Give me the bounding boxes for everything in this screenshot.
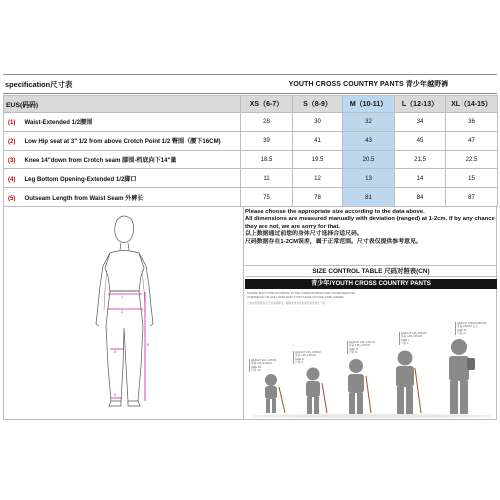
marker-1: 1 (121, 294, 124, 299)
spec-row (4, 169, 498, 188)
measurement-value: 41 (293, 131, 343, 150)
kid-label-l: HEIGHT 146~155CM 身高 146~155CM SIZE L 尺码 L (401, 332, 427, 345)
note-line: 以上数据通过前您的身体尺寸选择合适尺码。 (245, 231, 363, 238)
child-measurement-illustration (4, 206, 243, 420)
size-control-chart (245, 279, 497, 419)
measurement-number: (2) (8, 138, 16, 146)
measurement-value: 13 (343, 169, 395, 188)
spec-row (4, 150, 498, 169)
measurement-value: 81 (343, 188, 395, 207)
marker-2: 2 (121, 309, 124, 314)
measurement-text: Low Hip seat at 3" 1/2 from above Crotch Point 1/2 臀围（腰下16CM) (24, 138, 221, 146)
size-control-title: SIZE CONTROL TABLE 尺码对照表(CN) (245, 265, 497, 277)
divider (243, 206, 244, 420)
measurement-text: Leg Bottom Opening-Extended 1/2脚口 (24, 175, 137, 183)
marker-3: 3 (114, 349, 117, 354)
size-header: XS（6-7） (241, 96, 293, 113)
size-header: XL（14-15） (446, 96, 498, 113)
spec-row (4, 113, 498, 132)
header-bar (3, 74, 497, 94)
measurement-number: (5) (8, 194, 16, 202)
kid-label-s: HEIGHT 126~135CM 身高 126~135CM SIZE S 尺码 S (295, 351, 321, 364)
measurement-label (4, 131, 241, 150)
spec-row (4, 188, 498, 207)
measurement-value: 19.5 (293, 150, 343, 169)
intro-line: 正常体型根据对应尺码选择即可，偏胖或喜欢宽松体型请选择大一码。 (247, 301, 328, 305)
size-header: L（12-13） (395, 96, 446, 113)
measurement-value: 75 (241, 188, 293, 207)
product-title: YOUTH CROSS COUNTRY PANTS 青少年越野裤 (288, 81, 449, 88)
measurement-value: 21.5 (395, 150, 446, 169)
measurement-value: 20.5 (343, 150, 395, 169)
note-line: 尺码数据存在1-2CM误差，属于正常范围。尺寸表仅提供参考意见。 (245, 238, 422, 245)
intro-line: NORMAL BODY TYPE ACCORDING TO THE CORRESPONDING SIZE CAN BE SELECTED, (247, 292, 356, 295)
note-line: Please choose the appropriate size according to the data above. (245, 209, 425, 215)
measurement-value: 30 (293, 113, 343, 132)
measurement-label (4, 188, 241, 207)
marker-5: 5 (147, 342, 150, 347)
measurement-value: 34 (395, 113, 446, 132)
size-notes (245, 209, 497, 246)
measurement-value: 43 (343, 131, 395, 150)
measurement-number: (3) (8, 156, 16, 164)
spec-table (3, 95, 498, 207)
kid-label-m: HEIGHT 136~145CM 身高 136~145CM SIZE M 尺码 M (349, 341, 375, 354)
measurement-value: 15 (446, 169, 498, 188)
measurement-value: 22.5 (446, 150, 498, 169)
spec-header-row (4, 96, 498, 113)
measurement-value: 78 (293, 188, 343, 207)
measurement-value: 11 (241, 169, 293, 188)
lower-section (3, 206, 497, 420)
kid-label-xl: HEIGHT 156CM ABOVE 身高 156CM 以上 SIZE XL 尺码 XL (457, 322, 487, 335)
corner-cell: EUS(码码) (4, 96, 241, 113)
size-header: M（10-11） (343, 96, 395, 113)
measurement-value: 14 (395, 169, 446, 188)
chart-head: 青少年/YOUTH CROSS COUNTRY PANTS (245, 279, 497, 289)
measurement-value: 87 (446, 188, 498, 207)
measurement-text: Outseam Length from Waist Seam 外裤长 (24, 194, 144, 202)
measurement-number: (4) (8, 175, 16, 183)
measurement-text: Waist-Extended 1/2腰围 (24, 119, 93, 127)
kid-label-xs: HEIGHT 116~125CM 身高 116~125CM SIZE XS 尺码 XS (251, 359, 277, 372)
marker-4: 4 (114, 392, 117, 397)
measurement-value: 47 (446, 131, 498, 150)
measurement-figure (4, 206, 243, 420)
spec-title: specification尺寸表 (5, 79, 73, 89)
measurement-label (4, 113, 241, 132)
measurement-number: (1) (8, 119, 16, 127)
measurement-label (4, 169, 241, 188)
measurement-value: 36 (446, 113, 498, 132)
measurement-label (4, 150, 241, 169)
note-line: All dimensions are measured manually with deviation (ranged) at 1-2cm. If by any chance they are not, we are sorry for that. (245, 216, 495, 230)
measurement-value: 18.5 (241, 150, 293, 169)
measurement-value: 45 (395, 131, 446, 150)
measurement-value: 84 (395, 188, 446, 207)
spec-row (4, 131, 498, 150)
measurement-value: 32 (343, 113, 395, 132)
size-header: S（8-9） (293, 96, 343, 113)
measurement-text: Knee 14"down from Crotch seam 膝围-档底向下14"量 (24, 156, 177, 164)
measurement-value: 12 (293, 169, 343, 188)
intro-line: OVERWEIGHT OR LIKE LOOSE BODY TYPE PLEASE CHOOSE A SIZE LARGER. (247, 296, 345, 300)
measurement-value: 28 (241, 113, 293, 132)
measurement-value: 39 (241, 131, 293, 150)
